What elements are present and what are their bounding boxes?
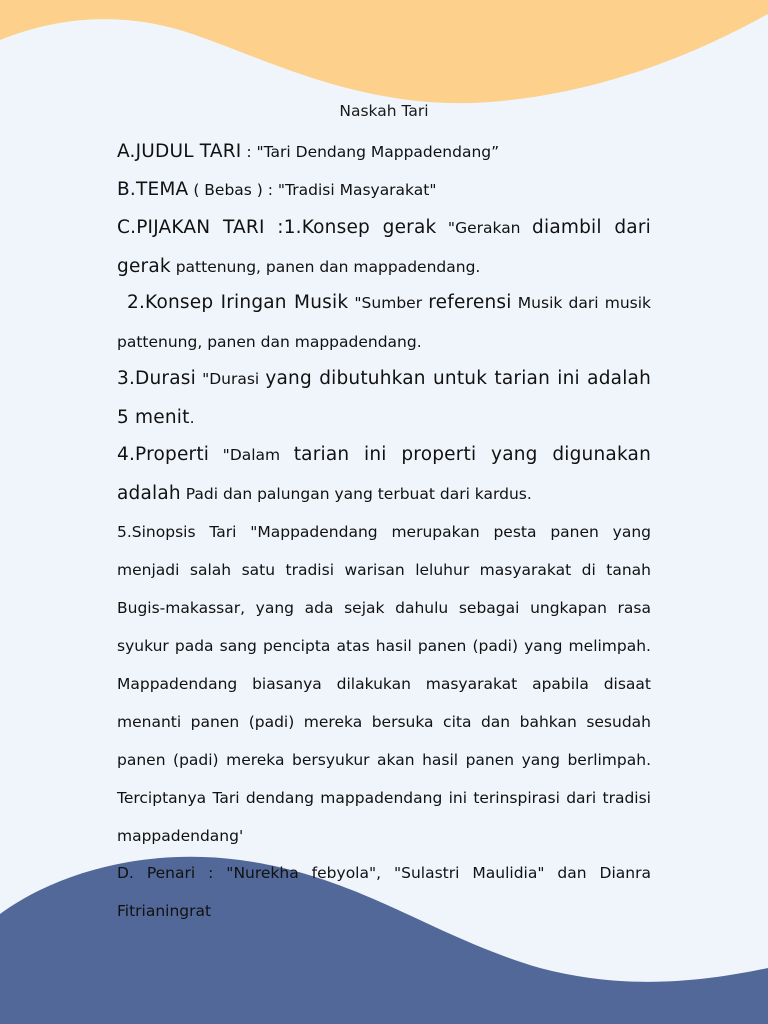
section-pijakan-tari	[117, 209, 651, 287]
pijakan-text: pattenung, panen dan mappadendang.	[170, 258, 481, 276]
pijakan-big-text: diambil dari gerak	[117, 217, 651, 277]
tema-heading: B.TEMA	[117, 179, 189, 200]
section-tema	[117, 171, 651, 210]
judul-text: : "Tari Dendang Mappadendang”	[241, 143, 500, 161]
iringan-quote: "Sumber	[348, 294, 429, 312]
section-judul-tari	[117, 133, 651, 172]
durasi-heading: 3.Durasi	[117, 368, 196, 389]
iringan-big-text: referensi	[428, 292, 512, 313]
section-properti	[117, 436, 651, 514]
document-title: Naskah Tari	[339, 102, 429, 120]
tema-text: ( Bebas ) : "Tradisi Masyarakat"	[188, 181, 437, 199]
durasi-quote: "Durasi	[195, 370, 266, 388]
durasi-end: .	[189, 409, 195, 427]
pijakan-quote: "Gerakan	[436, 219, 533, 237]
section-penari: D. Penari : "Nurekha febyola", "Sulastri Maulidia" dan Dianra Fitrianingrat	[117, 864, 651, 920]
iringan-text: Musik dari musik pattenung, panen dan mappadendang.	[117, 294, 652, 351]
judul-heading: A.JUDUL TARI	[117, 141, 242, 162]
section-durasi	[117, 360, 651, 438]
properti-text: Padi dan palungan yang terbuat dari kardus.	[180, 485, 532, 503]
properti-heading: 4.Properti	[117, 444, 210, 465]
properti-quote: "Dalam	[209, 446, 294, 464]
section-sinopsis: 5.Sinopsis Tari "Mappadendang merupakan pesta panen yang menjadi salah satu tradisi warisan leluhur masyarakat di tanah Bugis-makassar, yang ada sejak dahulu sebagai ungkapan rasa syukur pada sang pencipta atas hasil panen (padi) yang melimpah. Mappadendang biasanya dilakukan masyarakat apabila disaat menanti panen (padi) mereka bersuka cita dan bahkan sesudah panen (padi) mereka bersyukur akan hasil panen yang berlimpah. Terciptanya Tari dendang mappadendang ini terinspirasi dari tradisi mappadendang'	[117, 523, 651, 845]
pijakan-heading: C.PIJAKAN TARI :1.Konsep gerak	[117, 217, 437, 238]
section-konsep-iringan	[117, 284, 651, 362]
durasi-big-text: yang dibutuhkan untuk tarian ini adalah 5 menit	[117, 368, 651, 428]
properti-big-text: tarian ini properti yang digunakan adalah	[117, 444, 651, 504]
iringan-heading: 2.Konsep Iringan Musik	[127, 292, 349, 313]
